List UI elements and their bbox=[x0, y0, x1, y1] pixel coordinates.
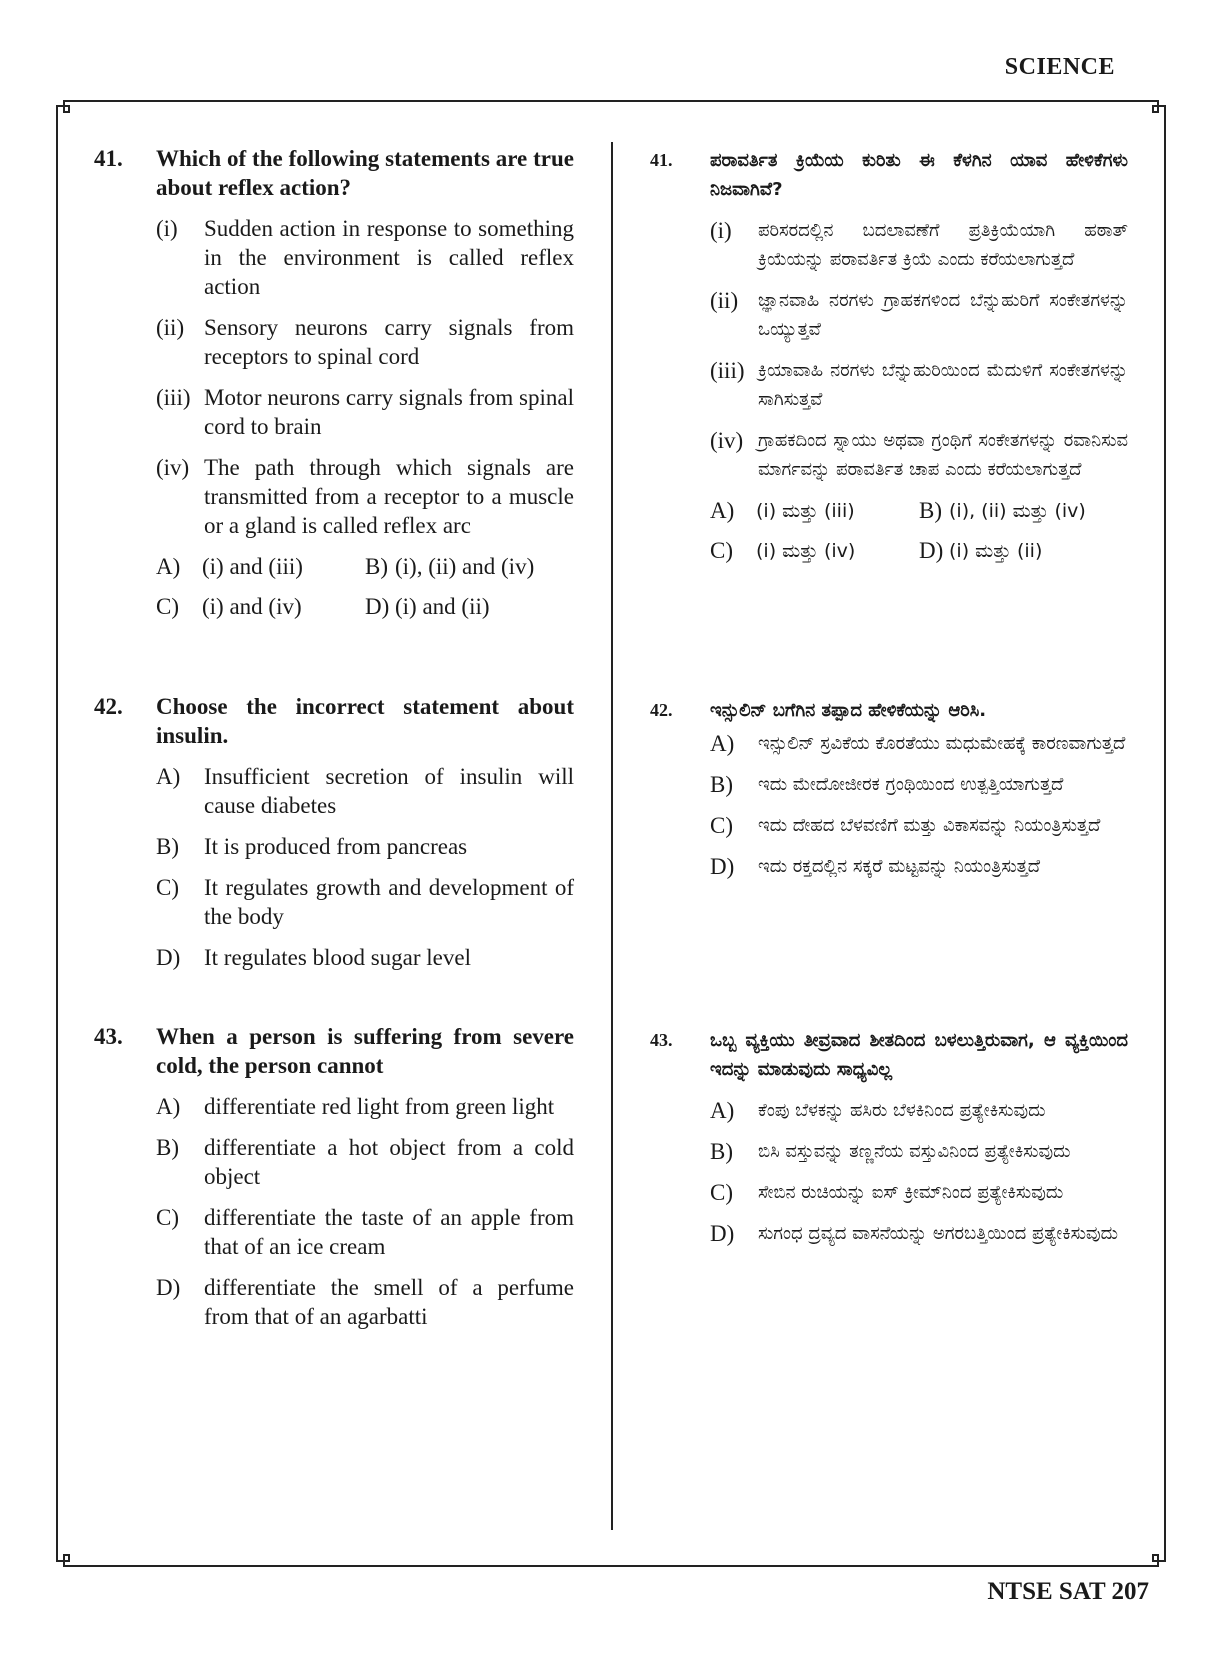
subject-header: SCIENCE bbox=[1004, 54, 1115, 80]
option-c bbox=[156, 873, 574, 931]
option-list bbox=[710, 729, 1128, 881]
option-list bbox=[156, 762, 574, 972]
statement-item bbox=[710, 216, 1128, 274]
question-text: ಒಬ್ಬ ವ್ಯಕ್ತಿಯು ತೀವ್ರವಾದ ಶೀತದಿಂದ ಬಳಲುತ್ತಿರುವಾಗ, ಆ ವ್ಯಕ್ತಿಯಿಂದ ಇದನ್ನು ಮಾಡುವುದು ಸಾಧ್ಯವಿಲ್ಲ bbox=[710, 1030, 1128, 1080]
option-d bbox=[156, 943, 574, 972]
statement-text: ಕ್ರಿಯಾವಾಹಿ ನರಗಳು ಬೆನ್ನುಹುರಿಯಿಂದ ಮೆದುಳಿಗೆ ಸಂಕೇತಗಳನ್ನು ಸಾಗಿಸುತ್ತವೆ bbox=[758, 360, 1128, 410]
option-text: ಇನ್ಸುಲಿನ್ ಸ್ರವಿಕೆಯ ಕೊರತೆಯು ಮಧುಮೇಹಕ್ಕೆ ಕಾರಣವಾಗುತ್ತದೆ bbox=[758, 733, 1126, 754]
statement-item bbox=[156, 313, 574, 371]
option-c bbox=[710, 1178, 1128, 1207]
option-text: differentiate the smell of a perfume from that of an agarbatti bbox=[204, 1275, 574, 1329]
corner-ornament-icon bbox=[1144, 100, 1166, 122]
statement-item bbox=[710, 286, 1128, 344]
statement-label: (iii) bbox=[710, 358, 745, 383]
option-c bbox=[156, 1203, 574, 1261]
option-label: A) bbox=[156, 1094, 181, 1119]
option-list bbox=[156, 1092, 574, 1331]
question-number: 42. bbox=[94, 694, 123, 719]
option-text: ಸುಗಂಧ ದ್ರವ್ಯದ ವಾಸನೆಯನ್ನು ಅಗರಬತ್ತಿಯಿಂದ ಪ್ರತ್ಯೇಕಿಸುವುದು bbox=[758, 1223, 1118, 1244]
question-42-kn bbox=[650, 696, 1128, 893]
option-text: ಕೆಂಪು ಬೆಳಕನ್ನು ಹಸಿರು ಬೆಳಕಿನಿಂದ ಪ್ರತ್ಯೇಕಿಸುವುದು bbox=[758, 1100, 1046, 1121]
statement-label: (iv) bbox=[710, 428, 744, 453]
statement-text: ಪರಿಸರದಲ್ಲಿನ ಬದಲಾವಣೆಗೆ ಪ್ರತಿಕ್ರಿಯೆಯಾಗಿ ಹಠಾತ್ ಕ್ರಿಯೆಯನ್ನು ಪರಾವರ್ತಿತ ಕ್ರಿಯೆ ಎಂದು ಕರೆಯಲಾಗುತ್ತದೆ bbox=[758, 220, 1128, 270]
option-d bbox=[919, 536, 1128, 566]
statement-item bbox=[710, 426, 1128, 484]
corner-ornament-icon bbox=[56, 100, 78, 122]
option-a bbox=[156, 1092, 574, 1121]
question-text: ಪರಾವರ್ತಿತ ಕ್ರಿಯೆಯ ಕುರಿತು ಈ ಕೆಳಗಿನ ಯಾವ ಹೇಳಿಕೆಗಳು ನಿಜವಾಗಿವೆ? bbox=[710, 150, 1128, 200]
option-text: (i) and (iii) bbox=[202, 554, 303, 579]
option-list bbox=[710, 496, 1128, 566]
option-b bbox=[710, 770, 1128, 799]
option-label: A) bbox=[710, 731, 735, 756]
option-b bbox=[156, 832, 574, 861]
option-text: ಇದು ಮೇದೋಜೀರಕ ಗ್ರಂಥಿಯಿಂದ ಉತ್ಪತ್ತಿಯಾಗುತ್ತದೆ bbox=[758, 774, 1064, 795]
option-text: (i), (ii) ಮತ್ತು (iv) bbox=[949, 500, 1086, 522]
statement-label: (i) bbox=[156, 216, 178, 241]
option-b bbox=[156, 1133, 574, 1191]
option-text: (i) and (iv) bbox=[202, 594, 302, 619]
option-text: Insufficient secretion of insulin will cause diabetes bbox=[204, 764, 574, 818]
option-text: differentiate red light from green light bbox=[204, 1094, 555, 1119]
option-label: A) bbox=[710, 498, 735, 523]
option-b bbox=[919, 496, 1128, 526]
option-label: C) bbox=[156, 1205, 179, 1230]
option-label: B) bbox=[365, 554, 388, 579]
option-a bbox=[156, 762, 574, 820]
statement-text: Sensory neurons carry signals from receptors to spinal cord bbox=[204, 315, 574, 369]
question-number: 43. bbox=[650, 1030, 673, 1050]
statement-text: Sudden action in response to something in the environment is called reflex action bbox=[204, 216, 574, 299]
corner-ornament-icon bbox=[1144, 1545, 1166, 1567]
statement-label: (iv) bbox=[156, 455, 190, 480]
option-text: ಸೇಬಿನ ರುಚಿಯನ್ನು ಐಸ್ ಕ್ರೀಮ್‌ನಿಂದ ಪ್ರತ್ಯೇಕಿಸುವುದು bbox=[758, 1182, 1064, 1203]
option-label: D) bbox=[710, 1221, 735, 1246]
option-text: (i), (ii) and (iv) bbox=[395, 554, 535, 579]
statement-list bbox=[710, 216, 1128, 484]
option-label: C) bbox=[156, 875, 179, 900]
question-number: 43. bbox=[94, 1024, 123, 1049]
statement-text: ಜ್ಞಾನವಾಹಿ ನರಗಳು ಗ್ರಾಹಕಗಳಿಂದ ಬೆನ್ನುಹುರಿಗೆ ಸಂಕೇತಗಳನ್ನು ಒಯ್ಯುತ್ತವೆ bbox=[758, 290, 1128, 340]
statement-list bbox=[156, 214, 574, 540]
question-number: 41. bbox=[650, 150, 673, 170]
page-footer: NTSE SAT 207 bbox=[987, 1578, 1149, 1605]
option-c bbox=[156, 592, 365, 622]
statement-label: (ii) bbox=[156, 315, 185, 340]
option-label: A) bbox=[710, 1098, 735, 1123]
option-a bbox=[710, 496, 919, 526]
option-text: ಬಿಸಿ ವಸ್ತುವನ್ನು ತಣ್ಣನೆಯ ವಸ್ತುವಿನಿಂದ ಪ್ರತ್ಯೇಕಿಸುವುದು bbox=[758, 1141, 1071, 1162]
option-list bbox=[710, 1096, 1128, 1248]
option-label: B) bbox=[710, 772, 733, 797]
column-divider bbox=[611, 142, 613, 1530]
option-text: It regulates growth and development of the body bbox=[204, 875, 574, 929]
option-text: ಇದು ದೇಹದ ಬೆಳವಣಿಗೆ ಮತ್ತು ವಿಕಾಸವನ್ನು ನಿಯಂತ್ರಿಸುತ್ತದೆ bbox=[758, 815, 1101, 836]
option-d bbox=[365, 592, 574, 622]
option-d bbox=[156, 1273, 574, 1331]
option-b bbox=[710, 1137, 1128, 1166]
option-label: D) bbox=[919, 538, 944, 563]
option-a bbox=[710, 729, 1128, 758]
statement-item bbox=[710, 356, 1128, 414]
option-text: (i) ಮತ್ತು (iv) bbox=[756, 540, 856, 562]
option-text: ಇದು ರಕ್ತದಲ್ಲಿನ ಸಕ್ಕರೆ ಮಟ್ಟವನ್ನು ನಿಯಂತ್ರಿಸುತ್ತದೆ bbox=[758, 856, 1041, 877]
question-number: 42. bbox=[650, 700, 673, 720]
option-label: B) bbox=[156, 834, 179, 859]
statement-text: ಗ್ರಾಹಕದಿಂದ ಸ್ನಾಯು ಅಥವಾ ಗ್ರಂಥಿಗೆ ಸಂಕೇತಗಳನ್ನು ರವಾನಿಸುವ ಮಾರ್ಗವನ್ನು ಪರಾವರ್ತಿತ ಚಾಪ ಎಂದು ಕರೆಯಲಾಗುತ್ತದೆ bbox=[758, 430, 1128, 480]
option-label: D) bbox=[710, 854, 735, 879]
question-number: 41. bbox=[94, 146, 123, 171]
statement-text: The path through which signals are transmitted from a receptor to a muscle or a gland is called reflex arc bbox=[204, 455, 574, 538]
statement-item bbox=[156, 214, 574, 301]
option-d bbox=[710, 852, 1128, 881]
option-label: D) bbox=[156, 1275, 181, 1300]
option-text: It is produced from pancreas bbox=[204, 834, 468, 859]
option-text: differentiate the taste of an apple from that of an ice cream bbox=[204, 1205, 574, 1259]
question-41-en bbox=[94, 144, 574, 622]
statement-item bbox=[156, 383, 574, 441]
option-d bbox=[710, 1219, 1128, 1248]
option-text: (i) and (ii) bbox=[395, 594, 490, 619]
statement-label: (ii) bbox=[710, 288, 739, 313]
option-label: D) bbox=[156, 945, 181, 970]
option-label: C) bbox=[710, 813, 733, 838]
option-label: A) bbox=[156, 554, 181, 579]
question-41-kn bbox=[650, 146, 1128, 566]
question-text: ಇನ್ಸುಲಿನ್ ಬಗೆಗಿನ ತಪ್ಪಾದ ಹೇಳಿಕೆಯನ್ನು ಆರಿಸಿ. bbox=[710, 700, 987, 721]
question-42-en bbox=[94, 692, 574, 984]
option-label: C) bbox=[710, 1180, 733, 1205]
option-list bbox=[156, 552, 574, 622]
option-b bbox=[365, 552, 574, 582]
option-text: (i) ಮತ್ತು (ii) bbox=[949, 540, 1043, 562]
option-text: It regulates blood sugar level bbox=[204, 945, 471, 970]
question-text: Which of the following statements are true about reflex action? bbox=[156, 146, 574, 200]
option-a bbox=[710, 1096, 1128, 1125]
option-label: C) bbox=[156, 594, 179, 619]
option-label: B) bbox=[156, 1135, 179, 1160]
option-text: differentiate a hot object from a cold object bbox=[204, 1135, 574, 1189]
option-c bbox=[710, 811, 1128, 840]
question-43-en bbox=[94, 1022, 574, 1343]
option-text: (i) ಮತ್ತು (iii) bbox=[756, 500, 855, 522]
option-label: D) bbox=[365, 594, 390, 619]
question-text: Choose the incorrect statement about insulin. bbox=[156, 694, 574, 748]
option-label: C) bbox=[710, 538, 733, 563]
corner-ornament-icon bbox=[56, 1545, 78, 1567]
statement-label: (i) bbox=[710, 218, 732, 243]
statement-text: Motor neurons carry signals from spinal cord to brain bbox=[204, 385, 574, 439]
question-43-kn bbox=[650, 1026, 1128, 1260]
option-label: A) bbox=[156, 764, 181, 789]
option-c bbox=[710, 536, 919, 566]
statement-item bbox=[156, 453, 574, 540]
statement-label: (iii) bbox=[156, 385, 191, 410]
question-text: When a person is suffering from severe cold, the person cannot bbox=[156, 1024, 574, 1078]
option-label: B) bbox=[710, 1139, 733, 1164]
option-label: B) bbox=[919, 498, 942, 523]
option-a bbox=[156, 552, 365, 582]
